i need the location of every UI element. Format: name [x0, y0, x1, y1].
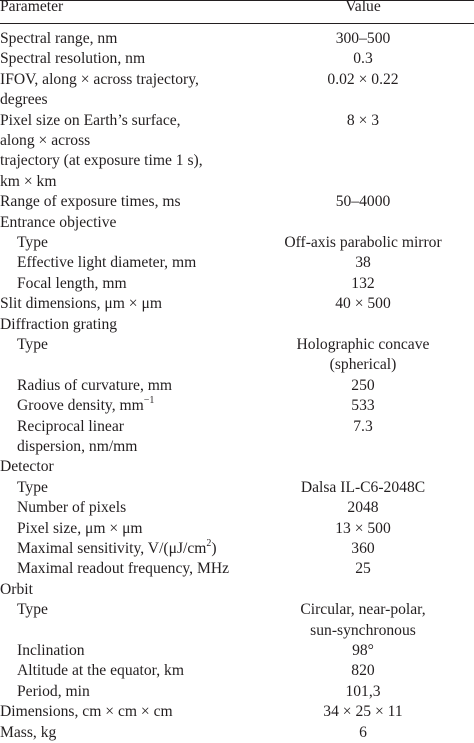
parameter-cell: Pixel size on Earth’s surface,	[0, 111, 181, 129]
table-row	[0, 519, 474, 539]
table-row-line	[0, 702, 474, 722]
parameter-cell: Spectral resolution, nm	[0, 50, 146, 68]
table-row	[0, 559, 474, 579]
table-row-line	[0, 396, 474, 416]
table-row	[0, 294, 474, 314]
table-row	[0, 539, 474, 559]
parameter-cell: Entrance objective	[0, 213, 117, 231]
table-row	[0, 457, 474, 477]
table-row-line	[0, 539, 474, 559]
parameter-cell: Radius of curvature, mm	[17, 376, 173, 394]
value-cell: 34 × 25 × 11	[323, 703, 403, 721]
parameter-cell: Type	[17, 601, 48, 619]
table-row-line	[0, 131, 474, 151]
table-row-line	[0, 253, 474, 273]
table-row	[0, 600, 474, 641]
table-row-line	[0, 192, 474, 212]
table-row	[0, 661, 474, 681]
value-cell: 98°	[352, 642, 374, 659]
parameter-cell	[17, 396, 154, 416]
parameter-cell: Range of exposure times, ms	[0, 193, 181, 211]
value-cell: 300–500	[335, 30, 391, 47]
parameter-cell: Spectral range, nm	[0, 30, 118, 47]
value-column-header: Value	[345, 0, 381, 15]
table-row-line	[0, 498, 474, 518]
table-row	[0, 253, 474, 273]
table-row-line	[0, 90, 474, 110]
table-row	[0, 682, 474, 702]
parameter-cell: Type	[17, 336, 48, 353]
table-row-line	[0, 682, 474, 702]
table-row	[0, 580, 474, 600]
value-cell: Circular, near-polar,	[300, 601, 426, 619]
table-row-line	[0, 111, 474, 131]
parameter-cell: Detector	[0, 458, 54, 476]
value-cell: 25	[355, 560, 371, 578]
value-cell: Holographic concave	[296, 336, 430, 353]
parameter-cell: trajectory (at exposure time 1 s),	[0, 152, 203, 170]
table-row-line	[0, 641, 474, 661]
table-row	[0, 702, 474, 722]
table-row-line	[0, 580, 474, 600]
table-row	[0, 498, 474, 518]
parameter-cell: Slit dimensions, μm × μm	[0, 295, 162, 313]
table-row-line	[0, 213, 474, 233]
table-row-line	[0, 335, 474, 355]
parameter-cell: Period, min	[17, 682, 90, 700]
table-header	[0, 0, 474, 24]
parameter-cell: along × across	[0, 131, 91, 149]
parameter-cell: Focal length, mm	[17, 274, 127, 292]
table-row-line	[0, 233, 474, 253]
value-cell: 0.3	[353, 50, 373, 68]
parameter-cell: Pixel size, μm × μm	[17, 519, 143, 537]
table-row	[0, 49, 474, 69]
table-row-line	[0, 661, 474, 681]
parameter-cell: Type	[17, 478, 48, 496]
table-row-line	[0, 294, 474, 314]
parameter-cell: degrees	[0, 91, 48, 109]
value-cell: sun-synchronous	[310, 621, 416, 639]
parameter-text: Maximal sensitivity, V/(μJ/cm	[17, 540, 207, 557]
value-cell: 360	[351, 540, 375, 557]
parameter-cell: Inclination	[17, 642, 85, 659]
value-cell: 40 × 500	[335, 295, 391, 313]
value-cell: 38	[355, 254, 371, 272]
table-row	[0, 192, 474, 212]
parameter-cell: Maximal readout frequency, MHz	[17, 560, 230, 578]
table-row	[0, 417, 474, 458]
table-row-line	[0, 723, 474, 743]
parameter-cell: dispersion, nm/mm	[17, 437, 138, 455]
table-row-line	[0, 151, 474, 171]
parameter-cell: Orbit	[0, 580, 33, 598]
value-cell: 0.02 × 0.22	[327, 70, 399, 88]
value-cell: 6	[359, 723, 367, 741]
parameter-column-header: Parameter	[0, 0, 64, 15]
value-cell: 2048	[347, 499, 379, 517]
value-cell: 50–4000	[335, 193, 391, 211]
table-row-line	[0, 559, 474, 579]
parameter-cell: Reciprocal linear	[17, 417, 124, 435]
table-row-line	[0, 417, 474, 437]
table-row	[0, 29, 474, 49]
parameter-cell: Type	[17, 234, 48, 251]
table-row	[0, 70, 474, 111]
superscript: 2	[206, 537, 212, 549]
parameter-cell: IFOV, along × across trajectory,	[0, 70, 199, 88]
header-rule	[0, 23, 474, 24]
table-row-line	[0, 49, 474, 69]
superscript: −1	[143, 395, 155, 406]
table-row	[0, 376, 474, 396]
value-cell: 533	[351, 397, 375, 415]
value-cell: 820	[351, 662, 375, 680]
table-row	[0, 213, 474, 233]
table-row	[0, 641, 474, 661]
table-row	[0, 111, 474, 193]
value-cell: Off-axis parabolic mirror	[284, 234, 442, 251]
table-row	[0, 723, 474, 743]
parameter-text-suffix: )	[211, 540, 217, 557]
parameter-cell: km × km	[0, 172, 57, 190]
table-row	[0, 335, 474, 376]
value-cell: Dalsa IL-C6-2048C	[300, 478, 426, 496]
table-row	[0, 274, 474, 294]
parameter-cell	[17, 539, 217, 559]
parameter-cell: Dimensions, cm × cm × cm	[0, 703, 173, 721]
value-cell: 8 × 3	[346, 111, 380, 129]
parameter-cell: Diffraction grating	[0, 315, 118, 333]
table-row-line	[0, 621, 474, 641]
table-row	[0, 233, 474, 253]
parameter-cell: Effective light diameter, mm	[17, 254, 197, 272]
table-row-line	[0, 437, 474, 457]
value-cell: 13 × 500	[335, 519, 391, 537]
value-cell: 101,3	[345, 682, 381, 700]
parameter-cell: Altitude at the equator, km	[17, 662, 184, 680]
table-row-line	[0, 376, 474, 396]
table-row-line	[0, 600, 474, 620]
value-cell: 132	[351, 274, 375, 292]
table-row-line	[0, 355, 474, 375]
value-cell: 7.3	[353, 417, 373, 435]
table-row	[0, 396, 474, 416]
table-row-line	[0, 315, 474, 335]
value-cell: (spherical)	[329, 356, 397, 374]
table-row	[0, 478, 474, 498]
table-row-line	[0, 70, 474, 90]
table-row-line	[0, 457, 474, 477]
parameter-cell: Mass, kg	[0, 723, 57, 741]
parameter-text: Groove density, mm	[17, 397, 144, 415]
table-row-line	[0, 172, 474, 192]
parameter-cell: Number of pixels	[17, 499, 127, 517]
table-row-line	[0, 29, 474, 49]
table-row-line	[0, 478, 474, 498]
table-row-line	[0, 519, 474, 539]
table-row-line	[0, 274, 474, 294]
table-row	[0, 315, 474, 335]
value-cell: 250	[351, 376, 375, 394]
